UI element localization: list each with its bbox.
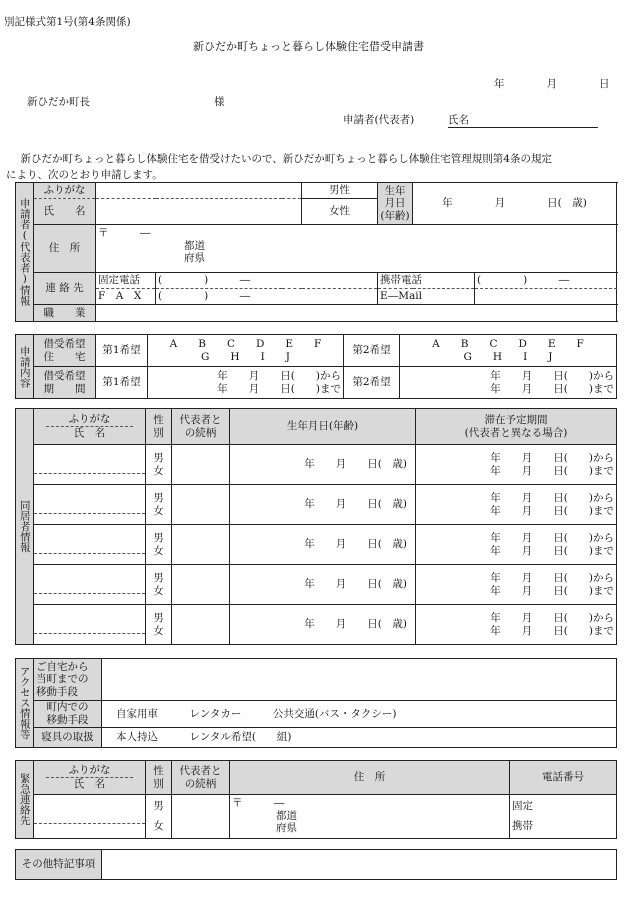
emergency-sex-field[interactable]: 男 女 xyxy=(146,795,172,839)
cohabitant-birth-field[interactable]: 年 月 日( 歳) xyxy=(230,605,416,645)
emergency-address-header: 住 所 xyxy=(230,761,510,795)
cohabitants-side-label: 同居者情報 xyxy=(16,409,34,645)
emergency-address-field[interactable] xyxy=(230,795,510,839)
cohabitant-relation-field[interactable] xyxy=(172,565,230,605)
applicant-name-field[interactable] xyxy=(448,112,598,128)
cohabitant-name-field[interactable] xyxy=(34,445,146,485)
cohabitant-sex-header: 性 別 xyxy=(146,409,172,445)
cohabitant-birth-header: 生年月日(年齢) xyxy=(230,409,416,445)
from-home-field[interactable] xyxy=(102,659,617,701)
email-field[interactable] xyxy=(475,289,617,305)
address-field[interactable] xyxy=(96,225,617,273)
access-table xyxy=(15,658,617,748)
applicant-furigana-field[interactable] xyxy=(96,183,302,199)
house-label: 借受希望 住 宅 xyxy=(34,335,96,367)
house-choice-1-options[interactable]: A B C D E F G H I J xyxy=(148,335,344,367)
house-choice-2-options[interactable]: A B C D E F G H I J xyxy=(400,335,617,367)
emergency-postal: 〒 ― xyxy=(232,797,285,809)
intro-line-2: により、次のとおり申請します。 xyxy=(6,169,163,181)
cohabitant-sex-field[interactable]: 男 女 xyxy=(146,525,172,565)
other-table xyxy=(15,849,617,880)
request-side-label: 申請内容 xyxy=(16,335,34,399)
postal-code: 〒 ― xyxy=(98,227,151,239)
email-label: E―Mail xyxy=(378,289,475,305)
period-choice-1-label: 第1希望 xyxy=(96,367,148,399)
form-number: 別記様式第1号(第4条関係) xyxy=(4,16,131,28)
period-label: 借受希望 期 間 xyxy=(34,367,96,399)
emergency-fuken: 府県 xyxy=(276,822,297,835)
addressee-honorific: 様 xyxy=(214,96,225,108)
sex-female[interactable]: 女性 xyxy=(302,199,378,225)
applicant-table xyxy=(15,182,617,322)
period-choice-1-field[interactable]: 年 月 日( )から 年 月 日( )まで xyxy=(148,367,344,399)
cohabitant-relation-header: 代表者と の続柄 xyxy=(172,409,230,445)
birth-label: 生年月日 (年齢) xyxy=(378,183,413,225)
table-row xyxy=(16,605,617,645)
cohabitant-stay-header: 滞在予定期間 (代表者と異なる場合) xyxy=(416,409,617,445)
intro-line-1: 新ひだか町ちょっと暮らし体験住宅を借受けたいので、新ひだか町ちょっと暮らし体験住宅管理規則第4条の規定 xyxy=(10,153,552,165)
other-notes-label: その他特記事項 xyxy=(16,850,102,880)
cohabitant-birth-field[interactable]: 年 月 日( 歳) xyxy=(230,485,416,525)
applicant-side-label: 申請者(代表者)情報 xyxy=(16,183,34,322)
cohabitant-sex-field[interactable]: 男 女 xyxy=(146,445,172,485)
cohabitant-stay-field[interactable]: 年 月 日( )から 年 月 日( )まで xyxy=(416,605,617,645)
cohabitant-name-field[interactable] xyxy=(34,525,146,565)
cohabitant-birth-field[interactable]: 年 月 日( 歳) xyxy=(230,565,416,605)
landline-label: 固定電話 xyxy=(96,273,156,289)
emergency-table xyxy=(15,760,617,839)
period-choice-2-field[interactable]: 年 月 日( )から 年 月 日( )まで xyxy=(400,367,617,399)
name-label: 氏名 xyxy=(448,114,469,126)
emergency-name-header: ふりがな 氏 名 xyxy=(34,761,146,795)
contact-label: 連 絡 先 xyxy=(34,273,96,305)
address-label: 住 所 xyxy=(34,225,96,273)
cohabitant-stay-field[interactable]: 年 月 日( )から 年 月 日( )まで xyxy=(416,485,617,525)
emergency-relation-field[interactable] xyxy=(172,795,230,839)
sex-male[interactable]: 男性 xyxy=(302,183,378,199)
emergency-phone-field[interactable]: 固定 携帯 xyxy=(510,795,617,839)
in-town-options[interactable]: 自家用車 レンタカー 公共交通(バス・タクシー) xyxy=(102,701,617,728)
house-choice-1-label: 第1希望 xyxy=(96,335,148,367)
fax-label: F A X xyxy=(96,289,156,305)
emergency-name-field[interactable] xyxy=(34,795,146,839)
applicant-name-label: 氏 名 xyxy=(34,199,96,225)
bedding-label: 寝具の取扱 xyxy=(34,728,102,748)
applicant-label: 申請者(代表者) xyxy=(343,114,415,126)
cohabitant-sex-field[interactable]: 男 女 xyxy=(146,485,172,525)
fax-field[interactable]: ( ) ― xyxy=(156,289,378,305)
cohabitant-relation-field[interactable] xyxy=(172,525,230,565)
cohabitant-sex-field[interactable]: 男 女 xyxy=(146,605,172,645)
job-label: 職 業 xyxy=(34,305,96,322)
cohabitant-stay-field[interactable]: 年 月 日( )から 年 月 日( )まで xyxy=(416,565,617,605)
cohabitant-name-field[interactable] xyxy=(34,485,146,525)
emergency-sex-header: 性 別 xyxy=(146,761,172,795)
request-table xyxy=(15,334,617,399)
house-choice-2-label: 第2希望 xyxy=(344,335,400,367)
landline-field[interactable]: ( ) ― xyxy=(156,273,378,289)
cohabitant-sex-field[interactable]: 男 女 xyxy=(146,565,172,605)
prefecture-fuken: 府県 xyxy=(184,252,205,265)
cohabitant-name-field[interactable] xyxy=(34,565,146,605)
period-choice-2-label: 第2希望 xyxy=(344,367,400,399)
cohabitant-relation-field[interactable] xyxy=(172,605,230,645)
emergency-side-label: 緊急連絡先 xyxy=(16,761,34,839)
cohabitant-stay-field[interactable]: 年 月 日( )から 年 月 日( )まで xyxy=(416,525,617,565)
table-row xyxy=(16,445,617,485)
date-line: 年 月 日 xyxy=(494,78,610,90)
prefecture-todo: 都道 xyxy=(184,239,205,252)
in-town-label: 町内での 移動手段 xyxy=(34,701,102,728)
table-row xyxy=(16,485,617,525)
applicant-name-input[interactable] xyxy=(96,199,302,225)
cohabitant-relation-field[interactable] xyxy=(172,445,230,485)
cohabitant-stay-field[interactable]: 年 月 日( )から 年 月 日( )まで xyxy=(416,445,617,485)
cohabitant-relation-field[interactable] xyxy=(172,485,230,525)
bedding-options[interactable]: 本人持込 レンタル希望( 組) xyxy=(102,728,617,748)
access-side-label: アクセス情報等 xyxy=(16,659,34,748)
job-field[interactable] xyxy=(96,305,617,322)
mobile-label: 携帯電話 xyxy=(378,273,475,289)
cohabitant-name-header: ふりがな 氏 名 xyxy=(34,409,146,445)
addressee: 新ひだか町長 xyxy=(27,96,90,108)
other-notes-field[interactable] xyxy=(102,850,617,880)
emergency-relation-header: 代表者と の続柄 xyxy=(172,761,230,795)
cohabitants-table xyxy=(15,408,617,645)
table-row xyxy=(16,565,617,605)
emergency-phone-header: 電話番号 xyxy=(510,761,617,795)
table-row xyxy=(16,525,617,565)
birth-field[interactable]: 年 月 日( 歳) xyxy=(413,183,617,225)
cohabitant-birth-field[interactable]: 年 月 日( 歳) xyxy=(230,525,416,565)
cohabitant-name-field[interactable] xyxy=(34,605,146,645)
emergency-todo: 都道 xyxy=(276,809,297,822)
from-home-label: ご自宅から 当町までの 移動手段 xyxy=(34,659,102,701)
applicant-furigana-label: ふりがな xyxy=(34,183,96,199)
mobile-field[interactable]: ( ) ― xyxy=(475,273,617,289)
page-title: 新ひだか町ちょっと暮らし体験住宅借受申請書 xyxy=(193,40,424,53)
cohabitant-birth-field[interactable]: 年 月 日( 歳) xyxy=(230,445,416,485)
